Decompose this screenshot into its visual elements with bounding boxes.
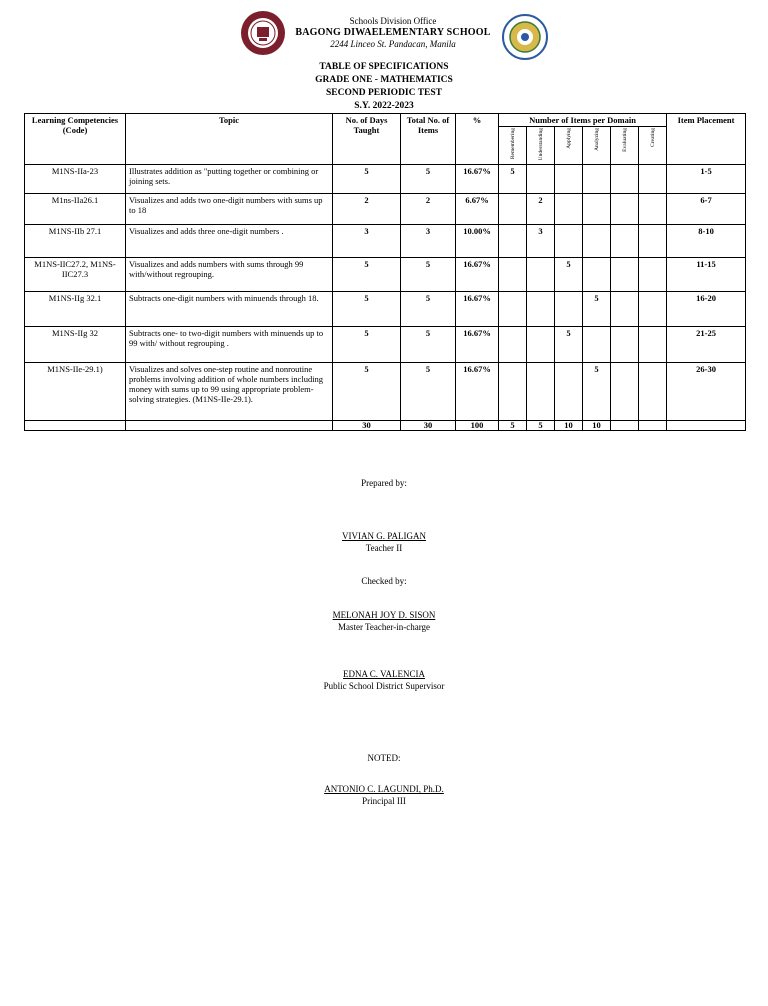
title-line: GRADE ONE - MATHEMATICS (315, 75, 453, 85)
header-domain-understanding: Understanding (527, 127, 555, 165)
total-domain: 10 (555, 421, 583, 431)
header-domain-evaluating: Evaluating (611, 127, 639, 165)
domain-cell: 2 (527, 194, 555, 225)
header-text (290, 16, 496, 50)
domain-cell (499, 292, 527, 327)
table-row (25, 363, 746, 421)
header-domain-remembering: Remembering (499, 127, 527, 165)
domain-cell (527, 292, 555, 327)
placement-cell: 21-25 (667, 327, 746, 363)
total-domain: 5 (499, 421, 527, 431)
percent-cell: 16.67% (456, 363, 499, 421)
domain-cell (555, 363, 583, 421)
domain-cell: 3 (527, 225, 555, 258)
header-domain-analyzing: Analyzing (583, 127, 611, 165)
school-address: 2244 Linceo St. Pandacan, Manila (330, 39, 456, 49)
domain-cell (499, 327, 527, 363)
domain-cell (527, 258, 555, 292)
competency-code: M1NS-IIa-23 (25, 165, 126, 194)
percent-cell: 10.00% (456, 225, 499, 258)
domain-cell (583, 165, 611, 194)
domain-cell (583, 258, 611, 292)
domain-cell: 5 (499, 165, 527, 194)
domain-cell (527, 327, 555, 363)
competency-code: M1NS-IIg 32 (25, 327, 126, 363)
document-titles (0, 61, 768, 113)
topic-cell: Illustrates addition as "putting together or combining or joining sets. (126, 165, 333, 194)
domain-cell (611, 292, 639, 327)
totals-blank (25, 421, 126, 431)
header-competencies: Learning Competencies (Code) (25, 114, 126, 165)
percent-cell: 16.67% (456, 258, 499, 292)
total-percent: 100 (456, 421, 499, 431)
domain-cell: 5 (555, 327, 583, 363)
school-name: BAGONG DIWAELEMENTARY SCHOOL (295, 27, 491, 38)
supervisor-title: Public School District Supervisor (323, 681, 445, 691)
domain-cell (611, 225, 639, 258)
division-office: Schools Division Office (349, 16, 437, 26)
domain-cell (639, 327, 667, 363)
domain-cell (527, 165, 555, 194)
prepared-by-label: Prepared by: (361, 478, 407, 488)
prepared-by-name: VIVIAN G. PALIGAN (342, 531, 426, 541)
domain-cell (499, 363, 527, 421)
days-cell: 5 (333, 165, 401, 194)
items-cell: 5 (401, 258, 456, 292)
principal-title: Principal III (362, 796, 406, 806)
percent-cell: 16.67% (456, 165, 499, 194)
competency-code: M1NS-IIg 32.1 (25, 292, 126, 327)
domain-cell (583, 225, 611, 258)
table-row (25, 258, 746, 292)
placement-cell: 6-7 (667, 194, 746, 225)
domain-cell (611, 363, 639, 421)
items-cell: 2 (401, 194, 456, 225)
prepared-by-title: Teacher II (365, 543, 403, 553)
competency-code: M1NS-IIb 27.1 (25, 225, 126, 258)
header-placement: Item Placement (667, 114, 746, 165)
domain-cell (555, 194, 583, 225)
totals-blank (126, 421, 333, 431)
division-seal-logo (502, 14, 548, 60)
title-line: SECOND PERIODIC TEST (326, 88, 442, 98)
domain-cell (611, 165, 639, 194)
topic-cell: Subtracts one-digit numbers with minuends through 18. (126, 292, 333, 327)
school-seal-logo (240, 10, 286, 56)
header-percent: % (456, 114, 499, 165)
domain-cell (639, 194, 667, 225)
table-row (25, 327, 746, 363)
title-line: TABLE OF SPECIFICATIONS (319, 62, 449, 72)
header-items: Total No. of Items (401, 114, 456, 165)
days-cell: 5 (333, 292, 401, 327)
checked-by-name: MELONAH JOY D. SISON (332, 610, 436, 620)
domain-cell (499, 194, 527, 225)
totals-blank (667, 421, 746, 431)
domain-cell (555, 292, 583, 327)
days-cell: 5 (333, 363, 401, 421)
domain-cell (639, 363, 667, 421)
header-domain: Number of Items per Domain (499, 114, 667, 127)
supervisor-name: EDNA C. VALENCIA (343, 669, 425, 679)
table-row (25, 225, 746, 258)
topic-cell: Visualizes and solves one-step routine and nonroutine problems involving addition of whole numbers including money with sums up to 99 using appropriate problem-solving strategies. (M1NS-IIe-29.1). (126, 363, 333, 421)
topic-cell: Visualizes and adds numbers with sums through 99 with/without regrouping. (126, 258, 333, 292)
days-cell: 3 (333, 225, 401, 258)
domain-cell (555, 225, 583, 258)
days-cell: 5 (333, 327, 401, 363)
domain-cell (527, 363, 555, 421)
percent-cell: 16.67% (456, 292, 499, 327)
header-domain-creating: Creating (639, 127, 667, 165)
percent-cell: 16.67% (456, 327, 499, 363)
items-cell: 5 (401, 327, 456, 363)
domain-cell: 5 (555, 258, 583, 292)
items-cell: 5 (401, 363, 456, 421)
competency-code: M1NS-IIC27.2, M1NS-IIC27.3 (25, 258, 126, 292)
table-row (25, 292, 746, 327)
domain-cell (611, 327, 639, 363)
checked-by-title: Master Teacher-in-charge (337, 622, 431, 632)
competency-code: M1NS-IIe-29.1) (25, 363, 126, 421)
topic-cell: Subtracts one- to two-digit numbers with minuends up to 99 with/ without regrouping . (126, 327, 333, 363)
domain-cell (555, 165, 583, 194)
total-domain: 10 (583, 421, 611, 431)
placement-cell: 1-5 (667, 165, 746, 194)
table-row (25, 194, 746, 225)
domain-cell (611, 194, 639, 225)
checked-by-label: Checked by: (361, 576, 407, 586)
total-days: 30 (333, 421, 401, 431)
total-domain (639, 421, 667, 431)
principal-name: ANTONIO C. LAGUNDI, Ph.D. (324, 784, 444, 794)
items-cell: 3 (401, 225, 456, 258)
header-topic: Topic (126, 114, 333, 165)
totals-row (25, 421, 746, 431)
placement-cell: 16-20 (667, 292, 746, 327)
days-cell: 2 (333, 194, 401, 225)
specifications-table (24, 113, 746, 431)
domain-cell (639, 165, 667, 194)
placement-cell: 11-15 (667, 258, 746, 292)
domain-cell: 5 (583, 363, 611, 421)
topic-cell: Visualizes and adds three one-digit numbers . (126, 225, 333, 258)
placement-cell: 26-30 (667, 363, 746, 421)
header-days: No. of Days Taught (333, 114, 401, 165)
table-row (25, 165, 746, 194)
competency-code: M1ns-IIa26.1 (25, 194, 126, 225)
total-items: 30 (401, 421, 456, 431)
items-cell: 5 (401, 165, 456, 194)
domain-cell (639, 258, 667, 292)
days-cell: 5 (333, 258, 401, 292)
total-domain: 5 (527, 421, 555, 431)
domain-cell (583, 327, 611, 363)
header-domain-applying: Applying (555, 127, 583, 165)
title-line: S.Y. 2022-2023 (354, 101, 414, 111)
topic-cell: Visualizes and adds two one-digit numbers with sums up to 18 (126, 194, 333, 225)
percent-cell: 6.67% (456, 194, 499, 225)
domain-cell (583, 194, 611, 225)
placement-cell: 8-10 (667, 225, 746, 258)
domain-cell (639, 225, 667, 258)
domain-cell (611, 258, 639, 292)
total-domain (611, 421, 639, 431)
domain-cell (639, 292, 667, 327)
domain-cell (499, 258, 527, 292)
items-cell: 5 (401, 292, 456, 327)
table-body (25, 165, 746, 431)
noted-label: NOTED: (367, 753, 401, 763)
domain-cell: 5 (583, 292, 611, 327)
domain-cell (499, 225, 527, 258)
